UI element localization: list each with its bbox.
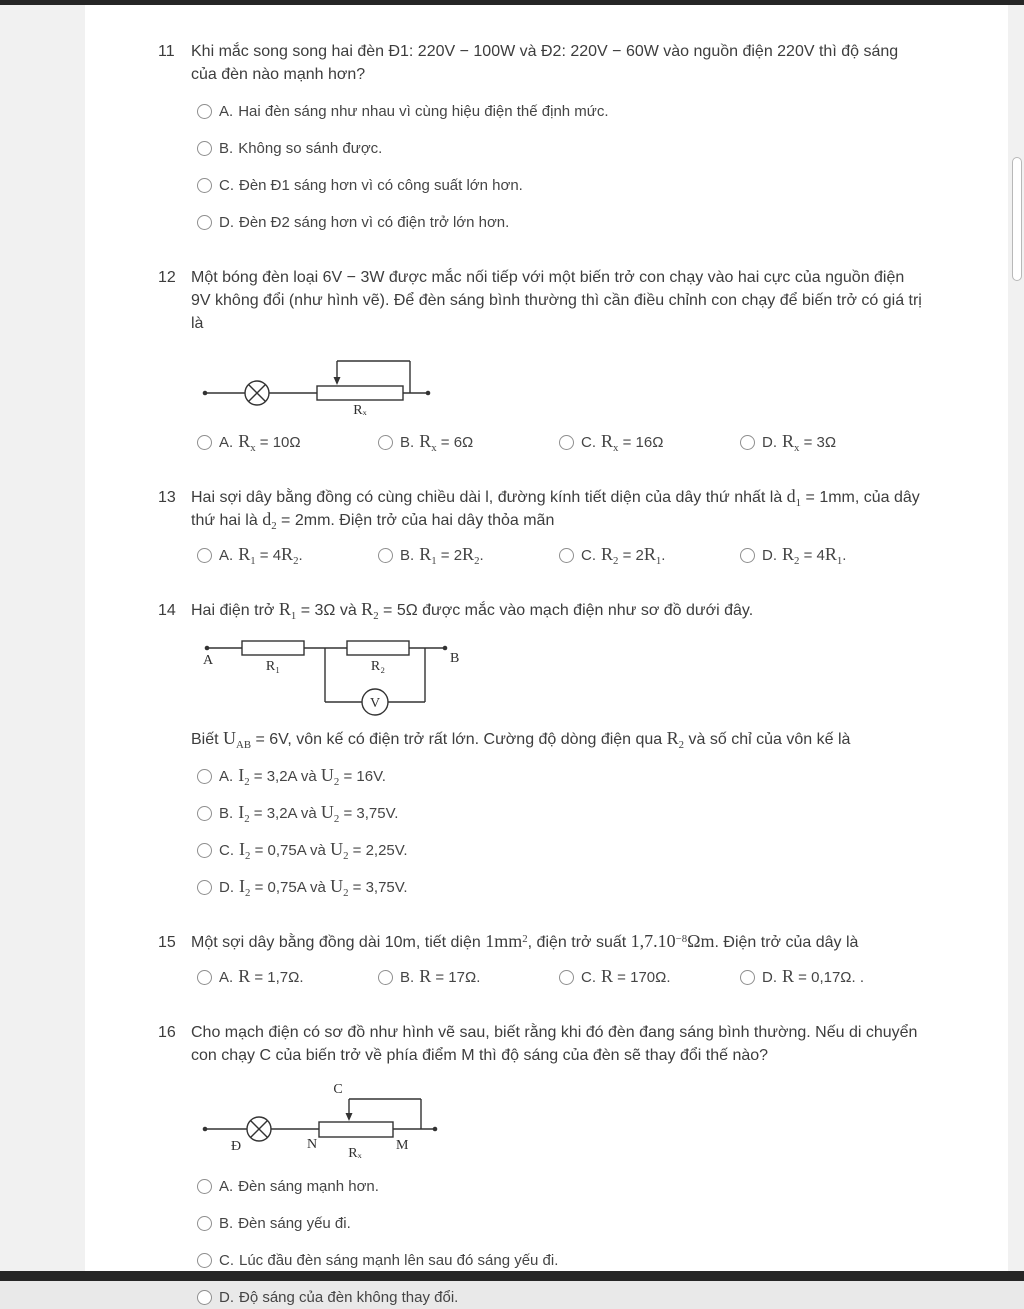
answer-option[interactable] <box>197 839 923 862</box>
option-label: C. <box>581 969 596 986</box>
answer-option[interactable] <box>559 544 740 567</box>
answer-option[interactable] <box>559 431 740 454</box>
terminal-dot <box>203 1127 208 1132</box>
radio-button[interactable] <box>197 880 212 895</box>
question <box>158 599 988 899</box>
option-label: D. <box>762 969 777 986</box>
question-number: 13 <box>158 489 176 506</box>
question-stem: Khi mắc song song hai đèn Đ1: 220V − 100W và Đ2: 220V − 60W vào nguồn điện 220V thì độ sáng của đèn nào mạnh hơn? <box>191 43 899 83</box>
question-note: Biết $U_{AB} = 6V$, vôn kế có điện trở rất lớn. Cường độ dòng điện qua $R_2$ và số chỉ của vôn kế là <box>191 728 851 751</box>
option-text: Không so sánh được. <box>238 140 383 157</box>
option-text: Độ sáng của đèn không thay đổi. <box>239 1289 459 1306</box>
answer-option[interactable] <box>197 174 923 197</box>
option-label: D. <box>219 879 234 896</box>
answer-option[interactable] <box>197 137 923 160</box>
option-text: $R_x = 3\Omega$ <box>782 431 837 454</box>
voltmeter-label: V <box>369 696 381 711</box>
question-number: 15 <box>158 934 176 951</box>
node-m-label: M <box>396 1138 409 1153</box>
answer-option[interactable] <box>197 1286 923 1309</box>
option-label: B. <box>219 1215 234 1232</box>
question-stem: Một bóng đèn loại 6V − 3W được mắc nối tiếp với một biến trở con chạy vào hai cực của nguồn điện 9V không đổi (như hình vẽ). Để đèn sáng bình thường thì cần điều chỉnh con chạy để biến trở có giá trị là <box>191 269 922 332</box>
question-body <box>191 931 923 989</box>
radio-button[interactable] <box>197 806 212 821</box>
option-label: B. <box>400 547 415 564</box>
answer-option[interactable] <box>197 1249 923 1272</box>
radio-button[interactable] <box>197 1290 212 1305</box>
option-text: R = 1,7Ω. <box>238 966 304 986</box>
option-text: R = 0,17Ω. . <box>782 966 865 986</box>
option-label: A. <box>219 969 234 986</box>
option-text: $I_2 = 0,75A$ và $U_2 = 2,25V$. <box>239 839 408 862</box>
option-text: $R_1 = 2R_2$. <box>419 544 484 567</box>
option-label: C. <box>219 1252 234 1269</box>
radio-button[interactable] <box>378 435 393 450</box>
option-label: B. <box>400 969 415 986</box>
radio-button[interactable] <box>378 970 393 985</box>
question-body <box>191 486 923 567</box>
terminal-dot <box>203 391 208 396</box>
question-body <box>191 40 923 234</box>
option-text: Hai đèn sáng như nhau vì cùng hiệu điện thế định mức. <box>238 103 609 120</box>
bottom-bar <box>0 1271 1024 1281</box>
options <box>197 431 923 454</box>
resistor-r1-body <box>242 641 304 655</box>
terminal-dot <box>443 646 448 651</box>
option-label: A. <box>219 547 234 564</box>
node-n-label: N <box>307 1137 318 1152</box>
option-label: C. <box>581 434 596 451</box>
option-label: D. <box>762 547 777 564</box>
option-text: $R_2 = 4R_1$. <box>782 544 847 567</box>
top-bar <box>0 0 1024 5</box>
circuit-figure-q16 <box>197 1077 477 1161</box>
radio-button[interactable] <box>197 970 212 985</box>
answer-option[interactable] <box>197 765 923 788</box>
options <box>197 544 923 567</box>
options <box>191 765 923 899</box>
option-text: $R_x = 6\Omega$ <box>419 431 474 454</box>
resistor-r1-label: R₁ <box>265 659 281 674</box>
option-label: B. <box>219 140 234 157</box>
answer-option[interactable] <box>197 1212 923 1235</box>
option-label: B. <box>219 805 234 822</box>
radio-button[interactable] <box>197 104 212 119</box>
question-body <box>191 599 923 899</box>
answer-option[interactable] <box>197 876 923 899</box>
resistor-label: Rₓ <box>353 403 367 418</box>
option-text: $I_2 = 3,2A$ và $U_2 = 3,75V$. <box>238 802 399 825</box>
radio-button[interactable] <box>559 435 574 450</box>
option-label: C. <box>581 547 596 564</box>
question-number: 16 <box>158 1024 176 1041</box>
option-label: A. <box>219 1178 234 1195</box>
answer-option[interactable] <box>378 544 559 567</box>
answer-option[interactable] <box>378 431 559 454</box>
question <box>158 266 988 454</box>
radio-button[interactable] <box>197 435 212 450</box>
question-body <box>191 266 923 454</box>
option-label: D. <box>219 1289 234 1306</box>
answer-option[interactable] <box>197 431 378 454</box>
document-card <box>85 5 1008 1306</box>
option-label: D. <box>219 214 234 231</box>
option-text: $I_2 = 0,75A$ và $U_2 = 3,75V$. <box>239 876 408 899</box>
option-label: B. <box>400 434 415 451</box>
lamp-label: Đ <box>231 1139 242 1154</box>
option-label: C. <box>219 177 234 194</box>
question-stem: Hai sợi dây bằng đồng có cùng chiều dài l, đường kính tiết diện của dây thứ nhất là $d_1 = 1mm$, của dây thứ hai là $d_2 = 2mm$. Điện trở của hai dây thỏa mãn <box>191 486 920 532</box>
options <box>191 100 923 234</box>
option-text: Đèn sáng mạnh hơn. <box>238 1178 379 1195</box>
circuit-figure-q14 <box>197 632 477 720</box>
radio-button[interactable] <box>740 970 755 985</box>
radio-button[interactable] <box>197 548 212 563</box>
terminal-dot <box>433 1127 438 1132</box>
options <box>197 966 923 989</box>
scrollbar-thumb[interactable] <box>1012 157 1022 281</box>
radio-button[interactable] <box>197 1179 212 1194</box>
question-number: 11 <box>158 43 175 60</box>
rheostat-body <box>317 386 403 400</box>
resistor-r2-body <box>347 641 409 655</box>
radio-button[interactable] <box>740 435 755 450</box>
circuit-figure-q12 <box>197 345 477 419</box>
answer-option[interactable] <box>559 966 740 989</box>
option-text: Đèn sáng yếu đi. <box>238 1215 351 1232</box>
wiper-c-label: C <box>333 1082 343 1097</box>
radio-button[interactable] <box>740 548 755 563</box>
option-label: A. <box>219 768 234 785</box>
answer-option[interactable] <box>197 100 923 123</box>
question <box>158 931 988 989</box>
radio-button[interactable] <box>197 215 212 230</box>
question-body <box>191 1021 923 1309</box>
terminal-dot <box>426 391 431 396</box>
answer-option[interactable] <box>197 544 378 567</box>
radio-button[interactable] <box>378 548 393 563</box>
question-number: 14 <box>158 602 176 619</box>
resistor-r2-label: R₂ <box>370 659 386 674</box>
radio-button[interactable] <box>197 769 212 784</box>
answer-option[interactable] <box>740 544 846 567</box>
resistor-label: Rₓ <box>348 1146 362 1161</box>
option-text: R = 170Ω. <box>601 966 671 986</box>
answer-option[interactable] <box>197 966 378 989</box>
option-text: R = 17Ω. <box>419 966 481 986</box>
answer-option[interactable] <box>378 966 559 989</box>
answer-option[interactable] <box>740 431 836 454</box>
terminal-dot <box>205 646 210 651</box>
answer-option[interactable] <box>740 966 864 989</box>
question-number: 12 <box>158 269 176 286</box>
radio-button[interactable] <box>197 843 212 858</box>
option-text: $R_2 = 2R_1$. <box>601 544 666 567</box>
radio-button[interactable] <box>197 141 212 156</box>
radio-button[interactable] <box>559 970 574 985</box>
question-stem: Cho mạch điện có sơ đồ như hình vẽ sau, biết rằng khi đó đèn đang sáng bình thường. Nếu di chuyển con chạy C của biến trở về phía điểm M thì độ sáng của đèn sẽ thay đổi thế nào? <box>191 1024 918 1064</box>
radio-button[interactable] <box>197 178 212 193</box>
radio-button[interactable] <box>197 1216 212 1231</box>
option-label: A. <box>219 103 234 120</box>
radio-button[interactable] <box>559 548 574 563</box>
answer-option[interactable] <box>197 802 923 825</box>
radio-button[interactable] <box>197 1253 212 1268</box>
question <box>158 40 988 234</box>
question-stem: Một sợi dây bằng đồng dài 10m, tiết diện $1mm^2$, điện trở suất $1,7.10^{-8}\Omega m$. Điện trở của dây là <box>191 931 859 951</box>
option-label: A. <box>219 434 234 451</box>
node-a-label: A <box>203 653 214 668</box>
answer-option[interactable] <box>197 1175 923 1198</box>
option-text: $R_x = 16\Omega$ <box>601 431 664 454</box>
node-b-label: B <box>450 651 460 666</box>
option-text: $R_1 = 4R_2$. <box>238 544 303 567</box>
option-label: D. <box>762 434 777 451</box>
option-label: C. <box>219 842 234 859</box>
question-list <box>158 40 988 1309</box>
option-text: $R_x = 10\Omega$ <box>238 431 301 454</box>
rheostat-body <box>319 1122 393 1137</box>
question-stem: Hai điện trở $R_1 = 3\Omega$ và $R_2 = 5\Omega$ được mắc vào mạch điện như sơ đồ dưới đây. <box>191 599 754 622</box>
question <box>158 486 988 567</box>
options <box>191 1175 923 1309</box>
answer-option[interactable] <box>197 211 923 234</box>
option-text: Đèn Đ2 sáng hơn vì có điện trở lớn hơn. <box>239 214 510 231</box>
wiper-arrow-icon <box>346 1113 353 1121</box>
option-text: Đèn Đ1 sáng hơn vì có công suất lớn hơn. <box>239 177 523 194</box>
question <box>158 1021 988 1309</box>
wiper-arrow-icon <box>334 377 341 385</box>
option-text: $I_2 = 3,2A$ và $U_2 = 16V$. <box>238 765 386 788</box>
option-text: Lúc đầu đèn sáng mạnh lên sau đó sáng yếu đi. <box>239 1252 559 1269</box>
